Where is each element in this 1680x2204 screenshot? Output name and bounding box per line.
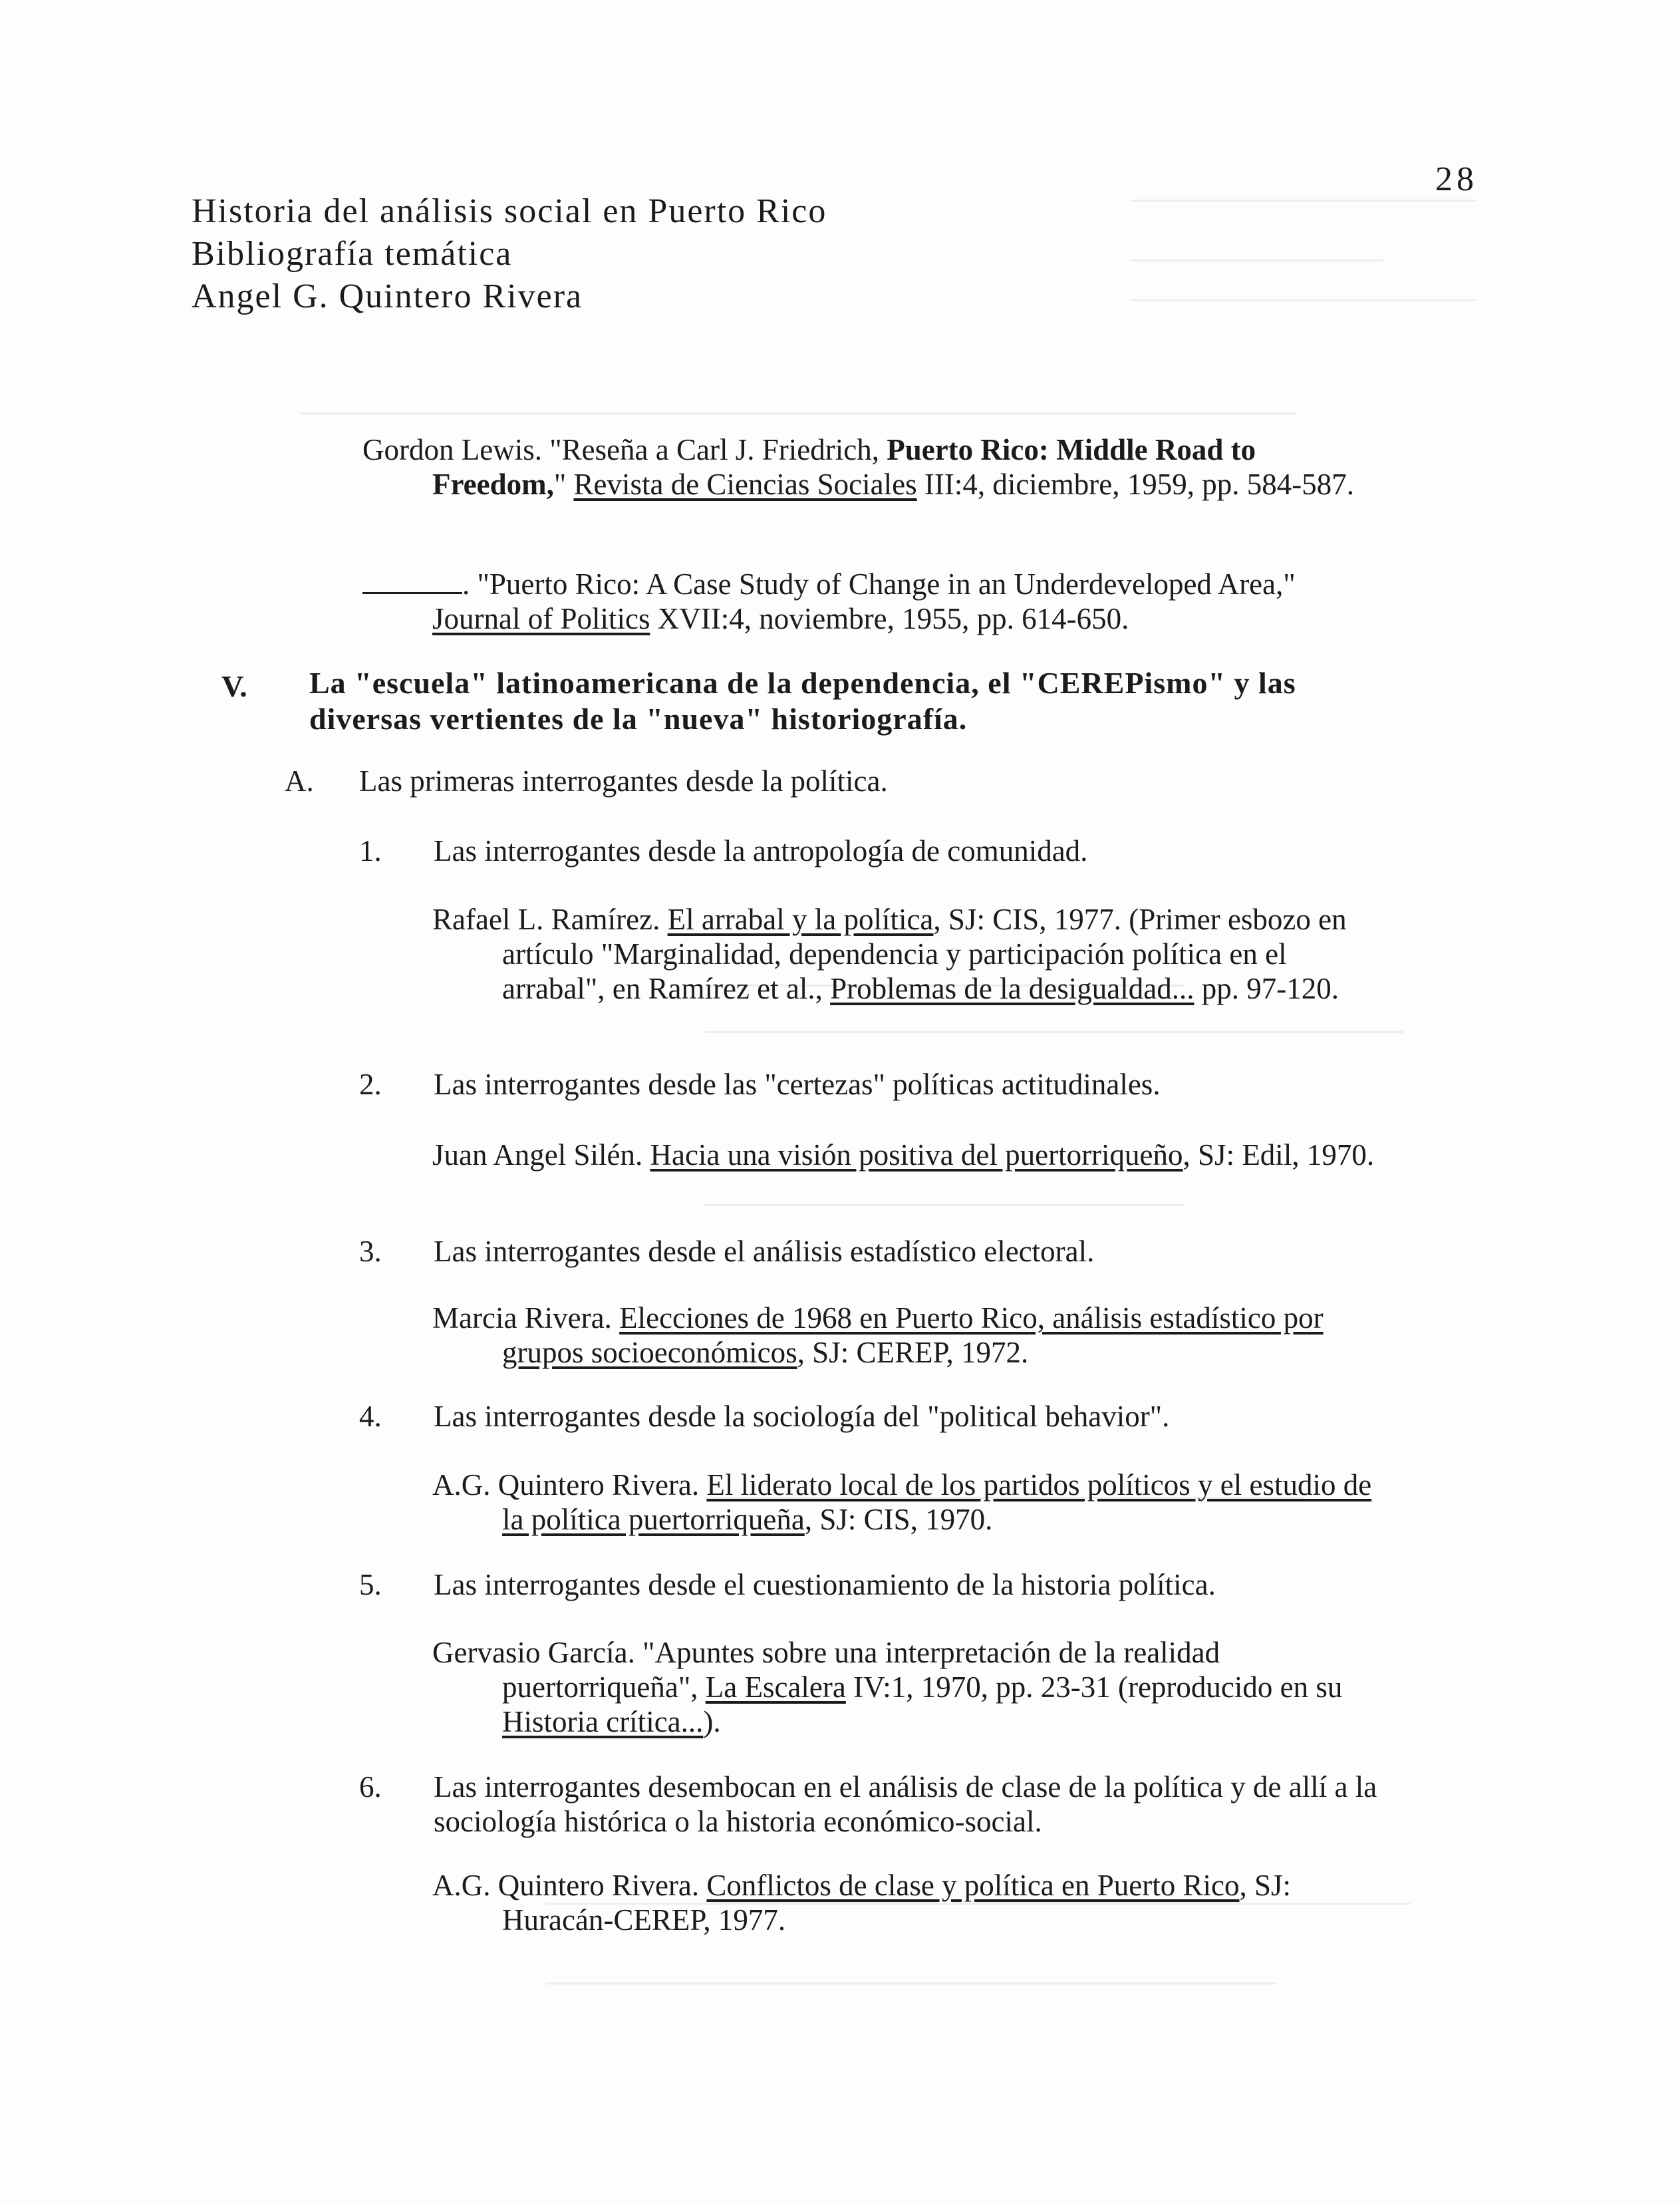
entry-text: "Apuntes sobre una interpretación de la realidad puertorriqueña",: [502, 1636, 1220, 1704]
bibliography-entry: [432, 1868, 1387, 1937]
subsection-letter: A.: [285, 764, 314, 798]
entry-journal: La Escalera: [705, 1670, 846, 1704]
item-number: 6.: [359, 1770, 382, 1804]
page-number: 28: [1435, 160, 1478, 198]
item-number: 5.: [359, 1568, 382, 1601]
bleed-through-mark: [1131, 200, 1476, 202]
entry-text: "Reseña a Carl J. Friedrich,: [541, 433, 887, 466]
entry-author: Rafael L. Ramírez.: [432, 903, 660, 936]
entry-author: A.G. Quintero Rivera.: [432, 1869, 700, 1902]
entry-text: . "Puerto Rico: A Case Study of Change in an Underdeveloped Area,": [462, 567, 1296, 601]
item-number: 2.: [359, 1068, 382, 1101]
header-subtitle: Bibliografía temática: [192, 235, 513, 273]
header-title: Historia del análisis social en Puerto Rico: [192, 192, 827, 230]
entry-book-title: El liderato local de los partidos políticos y el estudio de la política puertorriqueña: [502, 1468, 1372, 1536]
entry-author: Gervasio García.: [432, 1636, 635, 1669]
item-number: 1.: [359, 834, 382, 867]
item-title: Las interrogantes desde el análisis estadístico electoral.: [434, 1235, 1095, 1268]
entry-author: A.G. Quintero Rivera.: [432, 1468, 700, 1501]
entry-book-title: Elecciones de 1968 en Puerto Rico, análisis estadístico por grupos socioeconómicos: [502, 1301, 1324, 1369]
entry-journal: Revista de Ciencias Sociales: [573, 468, 917, 501]
bleed-through-mark: [705, 1031, 1403, 1033]
item-title: Las interrogantes desde la antropología de comunidad.: [434, 834, 1088, 867]
subsection-title: Las primeras interrogantes desde la política.: [359, 764, 888, 798]
entry-book-title: El arrabal y la política: [667, 903, 934, 936]
entry-book-title: Conflictos de clase y política en Puerto Rico: [706, 1869, 1240, 1902]
entry-text: ": [553, 468, 574, 501]
bibliography-entry: [362, 432, 1390, 502]
item-title: Las interrogantes desembocan en el análisis de clase de la política y de allí a la sociología histórica o la historia económico-social.: [434, 1770, 1377, 1838]
bleed-through-mark: [299, 412, 1297, 414]
entry-author: Juan Angel Silén.: [432, 1138, 643, 1172]
entry-text: , SJ: CIS, 1977. (Primer esbozo en artículo "Marginalidad, dependencia y participación política en el arrabal", en Ramírez et al.,: [502, 903, 1347, 1005]
bibliography-entry: [432, 1301, 1387, 1370]
header-author: Angel G. Quintero Rivera: [192, 277, 583, 315]
section-title: La "escuela" latinoamericana de la dependencia, el "CEREPismo" y las diversas vertientes de la "nueva" historiografía.: [309, 666, 1296, 736]
bleed-through-mark: [1131, 299, 1476, 301]
item-title: Las interrogantes desde el cuestionamiento de la historia política.: [434, 1568, 1216, 1601]
item-number: 3.: [359, 1235, 382, 1268]
item-title: Las interrogantes desde las "certezas" políticas actitudinales.: [434, 1068, 1161, 1101]
entry-text: ).: [703, 1705, 721, 1738]
entry-citation: , SJ: CEREP, 1972.: [797, 1336, 1029, 1369]
entry-citation: , SJ: CIS, 1970.: [804, 1503, 993, 1536]
bleed-through-mark: [705, 1204, 1184, 1206]
section-number: V.: [221, 669, 247, 703]
entry-citation: IV:1, 1970, pp. 23-31 (reproducido en su: [845, 1670, 1343, 1704]
entry-book-title: Problemas de la desigualdad...: [830, 972, 1194, 1005]
bleed-through-mark: [1131, 259, 1383, 261]
bibliography-entry: [432, 902, 1387, 1006]
entry-citation: XVII:4, noviembre, 1955, pp. 614-650.: [650, 602, 1129, 635]
author-repeat-blank: [362, 569, 462, 594]
entry-book-title: Historia crítica...: [502, 1705, 704, 1738]
entry-citation: , SJ: Edil, 1970.: [1183, 1138, 1375, 1172]
entry-author: Marcia Rivera.: [432, 1301, 612, 1335]
bibliography-entry: [432, 1468, 1387, 1537]
item-title: Las interrogantes desde la sociología del "political behavior".: [434, 1400, 1170, 1433]
bibliography-entry: [432, 1635, 1387, 1739]
entry-book-title: Puerto Rico: Middle Road to Freedom,: [432, 433, 1256, 501]
entry-citation: pp. 97-120.: [1194, 972, 1339, 1005]
item-number: 4.: [359, 1400, 382, 1433]
entry-citation: III:4, diciembre, 1959, pp. 584-587.: [916, 468, 1354, 501]
entry-journal: Journal of Politics: [432, 602, 650, 635]
entry-author: Gordon Lewis.: [362, 433, 542, 466]
bleed-through-mark: [545, 1982, 1277, 1984]
entry-book-title: Hacia una visión positiva del puertorriqueño: [650, 1138, 1183, 1172]
bibliography-entry: [432, 1138, 1387, 1172]
bibliography-entry: [432, 567, 1390, 636]
entry-citation: , SJ: Huracán-CEREP, 1977.: [502, 1869, 1292, 1937]
